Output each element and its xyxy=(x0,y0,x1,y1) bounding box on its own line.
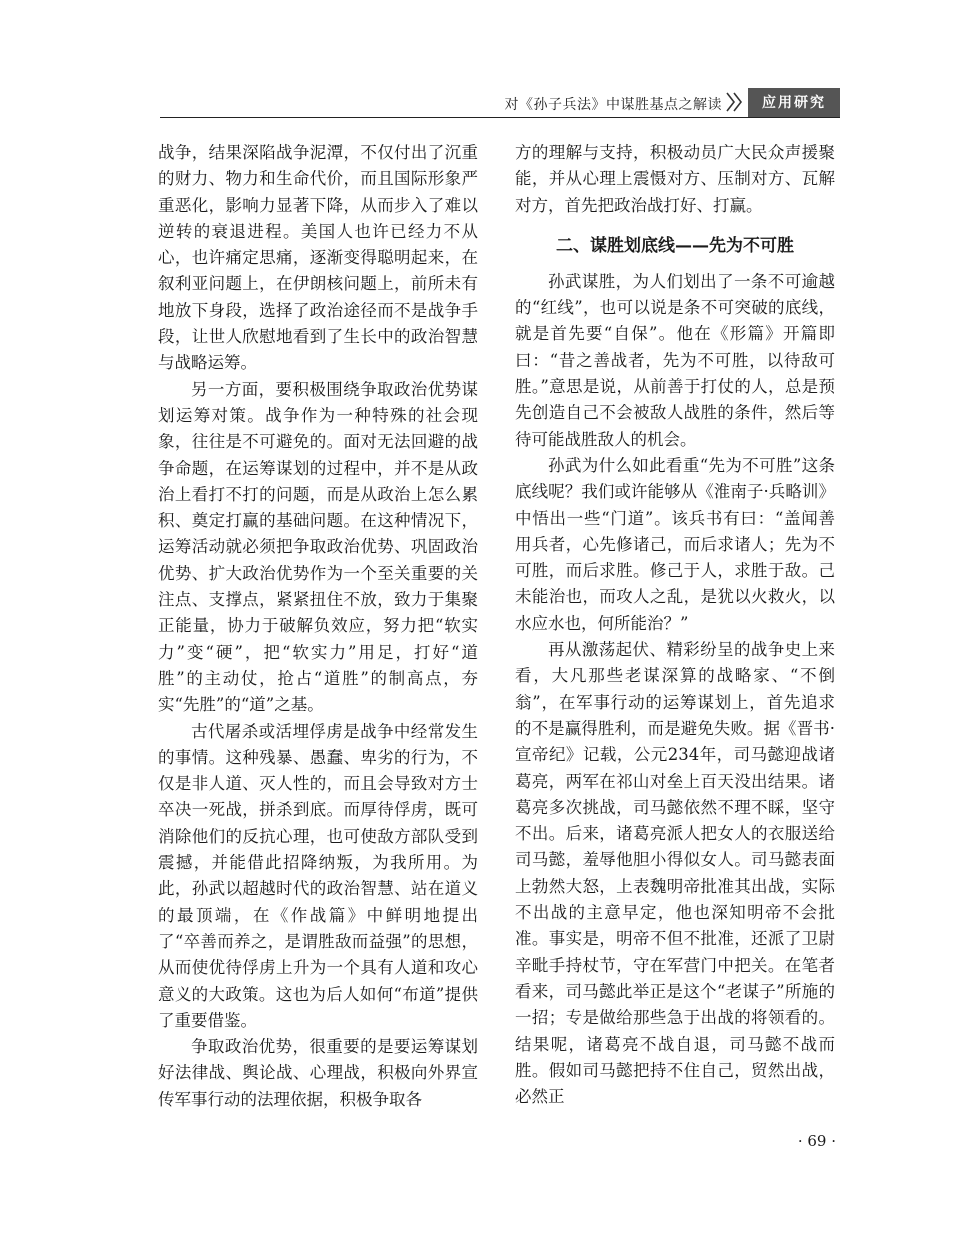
paragraph: 孙武谋胜，为人们划出了一条不可逾越的“红线”，也可以说是条不可突破的底线，就是首先要“自保”。他在《形篇》开篇即曰：“昔之善战者，先为不可胜，以待敌可胜。”意思是说，从前善于打仗的人，总是预先创造自己不会被敌人战胜的条件，然后等待可能战胜敌人的机会。 xyxy=(515,271,835,449)
header-rule xyxy=(160,117,840,118)
running-title: 对《孙子兵法》中谋胜基点之解读 xyxy=(504,97,722,113)
running-header xyxy=(160,88,840,118)
double-chevron-icon xyxy=(724,90,744,114)
paragraph: 方的理解与支持，积极动员广大民众声援聚能，并从心理上震慑对方、压制对方、瓦解对方，首先把政治战打好、打赢。 xyxy=(515,143,835,215)
paragraph: 另一方面，要积极围绕争取政治优势谋划运筹对策。战争作为一种特殊的社会现象，往往是不可避免的。面对无法回避的战争命题，在运筹谋划的过程中，并不是从政治上看打不打的问题，而是从政治上怎么累积、奠定打赢的基础问题。在这种情况下，运筹活动就必须把争取政治优势、巩固政治优势、扩大政治优势作为一个至关重要的关注点、支撑点，紧紧扭住不放，致力于集聚正能量，协力于破解负效应，努力把“软实力”变“硬”，把“软实力”用足，打好“道胜”的主动仗，抢占“道胜”的制高点，夯实“先胜”的“道”之基。 xyxy=(158,379,478,715)
right-column xyxy=(515,140,835,1110)
paragraph: 孙武为什么如此看重“先为不可胜”这条底线呢？我们或许能够从《淮南子·兵略训》中悟出一些“门道”。该兵书有曰：“盖闻善用兵者，心先修诸己，而后求诸人；先为不可胜，而后求胜。修己于人，求胜于敌。己未能治也，而攻人之乱，是犹以火救火，以水应水也，何所能治？” xyxy=(515,455,835,633)
section-heading: 二、谋胜划底线——先为不可胜 xyxy=(556,235,794,256)
left-column xyxy=(158,140,478,1113)
paragraph: 古代屠杀或活埋俘虏是战争中经常发生的事情。这种残暴、愚蠢、卑劣的行为，不仅是非人道、灭人性的，而且会导致对方士卒决一死战，拼杀到底。而厚待俘虏，既可消除他们的反抗心理，也可使敌方部队受到震撼，并能借此招降纳叛，为我所用。为此，孙武以超越时代的政治智慧、站在道义的最顶端，在《作战篇》中鲜明地提出了“卒善而养之，是谓胜敌而益强”的思想，从而使优待俘虏上升为一个具有人道和攻心意义的大政策。这也为后人如何“布道”提供了重要借鉴。 xyxy=(158,721,478,1030)
paragraph: 争取政治优势，很重要的是要运筹谋划好法律战、舆论战、心理战，积极向外界宣传军事行动的法理依据，积极争取各 xyxy=(158,1037,478,1109)
page-number: · 69 · xyxy=(797,1132,836,1150)
section-tab: 应用研究 xyxy=(748,88,840,118)
paragraph: 再从激荡起伏、精彩纷呈的战争史上来看，大凡那些老谋深算的战略家、“不倒翁”，在军事行动的运筹谋划上，首先追求的不是赢得胜利，而是避免失败。据《晋书·宣帝纪》记载，公元234年，司马懿迎战诸葛亮，两军在祁山对垒上百天没出结果。诸葛亮多次挑战，司马懿依然不理不睬，坚守不出。后来，诸葛亮派人把女人的衣服送给司马懿，羞辱他胆小得似女人。司马懿表面上勃然大怒，上表魏明帝批准其出战，实际不出战的主意早定，他也深知明帝不会批准。事实是，明帝不但不批准，还派了卫尉辛毗手持杖节，守在军营门中把关。在笔者看来，司马懿此举正是这个“老谋子”所施的一招；专是做给那些急于出战的将领看的。结果呢，诸葛亮不战自退，司马懿不战而胜。假如司马懿把持不住自己，贸然出战，必然正 xyxy=(515,640,835,1107)
paragraph: 战争，结果深陷战争泥潭，不仅付出了沉重的财力、物力和生命代价，而且国际形象严重恶化，影响力显著下降，从而步入了难以逆转的衰退进程。美国人也许已经力不从心，也许痛定思痛，逐渐变得聪明起来，在叙利亚问题上，在伊朗核问题上，前所未有地放下身段，选择了政治途径而不是战争手段，让世人欣慰地看到了生长中的政治智慧与战略运筹。 xyxy=(158,143,478,373)
